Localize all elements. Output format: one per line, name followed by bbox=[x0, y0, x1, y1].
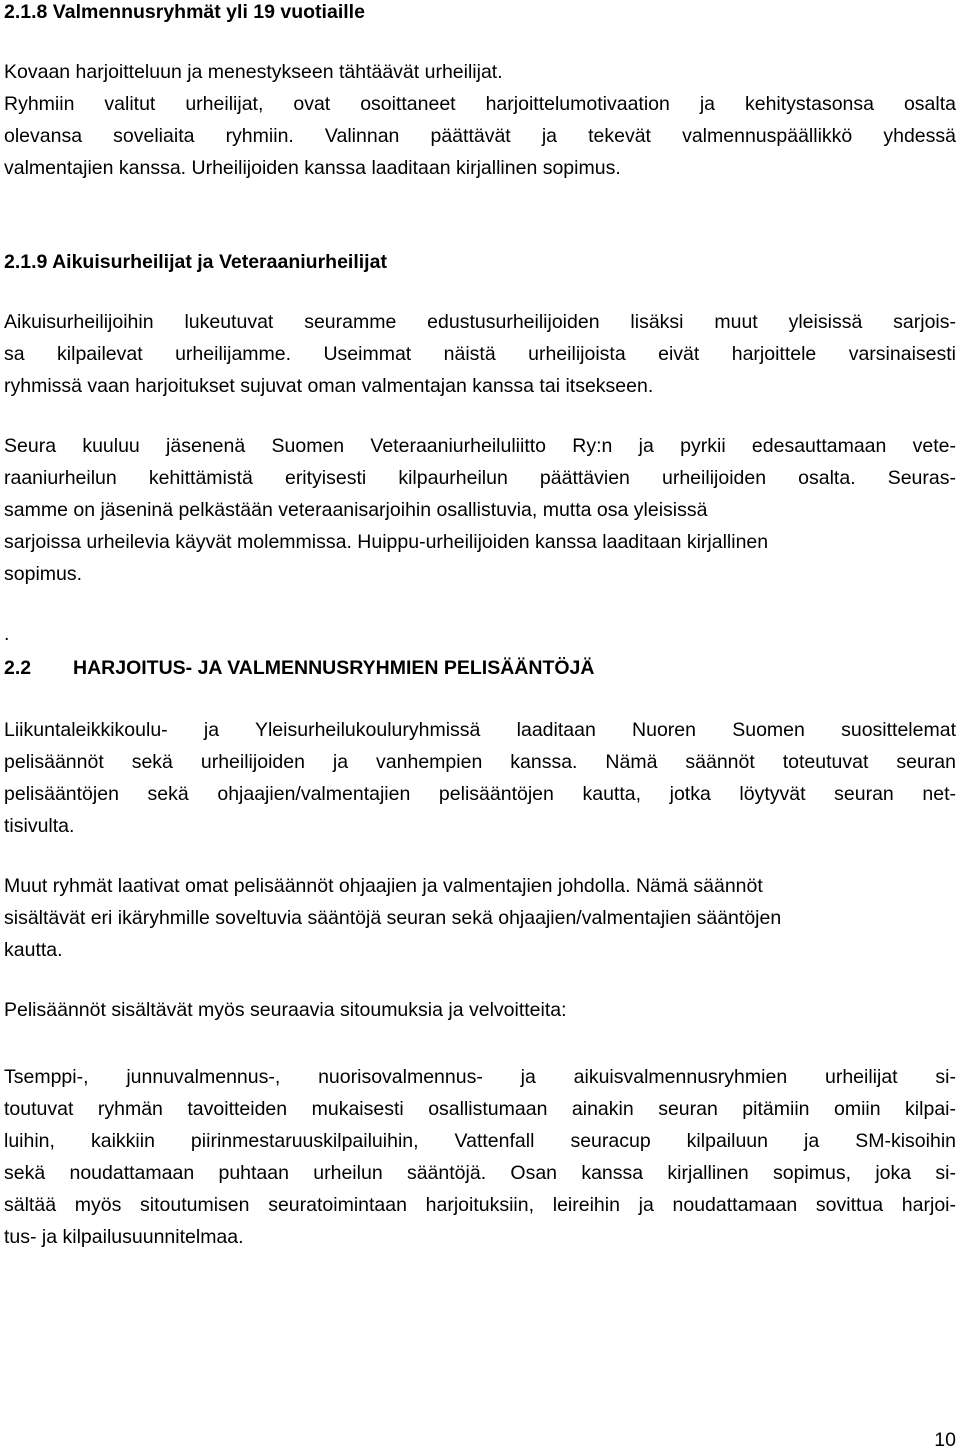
paragraph-line: toutuvat ryhmän tavoitteiden mukaisesti osallistumaan ainakin seuran pitämiin omiin kilpai- bbox=[4, 1098, 956, 1120]
paragraph-line: sopimus. bbox=[4, 563, 83, 585]
paragraph-line: tus- ja kilpailusuunnitelmaa. bbox=[4, 1226, 244, 1248]
paragraph-line: Tsemppi-, junnuvalmennus-, nuorisovalmennus- ja aikuisvalmennusryhmien urheilijat si- bbox=[4, 1066, 956, 1088]
stray-dot: . bbox=[4, 623, 10, 645]
paragraph-line: luihin, kaikkiin piirinmestaruuskilpailuihin, Vattenfall seuracup kilpailuun ja SM-kisoihin bbox=[4, 1130, 956, 1152]
heading-2-1-9: 2.1.9 Aikuisurheilijat ja Veteraaniurheilijat bbox=[4, 251, 387, 273]
paragraph-line: sisältävät eri ikäryhmille soveltuvia sääntöjä seuran sekä ohjaajien/valmentajien sääntöjen bbox=[4, 907, 782, 929]
page-number: 10 bbox=[934, 1429, 956, 1451]
heading-2-1-8: 2.1.8 Valmennusryhmät yli 19 vuotiaille bbox=[4, 1, 365, 23]
paragraph-line: Muut ryhmät laativat omat pelisäännöt ohjaajien ja valmentajien johdolla. Nämä säännöt bbox=[4, 875, 763, 897]
paragraph-line: Kovaan harjoitteluun ja menestykseen tähtäävät urheilijat. bbox=[4, 61, 503, 83]
heading-2-2-number: 2.2 bbox=[4, 657, 32, 679]
paragraph-line: Aikuisurheilijoihin lukeutuvat seuramme edustusurheilijoiden lisäksi muut yleisissä sarjois- bbox=[4, 311, 956, 333]
paragraph-line: pelisäännöt sekä urheilijoiden ja vanhempien kanssa. Nämä säännöt toteutuvat seuran bbox=[4, 751, 956, 773]
paragraph-line: raaniurheilun kehittämistä erityisesti kilpaurheilun päättävien urheilijoiden osalta. Seuras- bbox=[4, 467, 956, 489]
paragraph-line: kautta. bbox=[4, 939, 63, 961]
paragraph-line: Pelisäännöt sisältävät myös seuraavia sitoumuksia ja velvoitteita: bbox=[4, 999, 567, 1021]
paragraph-line: sarjoissa urheilevia käyvät molemmissa. Huippu-urheilijoiden kanssa laaditaan kirjallinen bbox=[4, 531, 769, 553]
paragraph-line: sa kilpailevat urheilijamme. Useimmat näistä urheilijoista eivät harjoittele varsinaisesti bbox=[4, 343, 956, 365]
paragraph-line: samme on jäseninä pelkästään veteraanisarjoihin osallistuvia, mutta osa yleisissä bbox=[4, 499, 708, 521]
paragraph-line: Liikuntaleikkikoulu- ja Yleisurheilukouluryhmissä laaditaan Nuoren Suomen suosittelemat bbox=[4, 719, 956, 741]
paragraph-line: Seura kuuluu jäsenenä Suomen Veteraaniurheiluliitto Ry:n ja pyrkii edesauttamaan vete- bbox=[4, 435, 956, 457]
paragraph-line: valmentajien kanssa. Urheilijoiden kanssa laaditaan kirjallinen sopimus. bbox=[4, 157, 621, 179]
paragraph-line: pelisääntöjen sekä ohjaajien/valmentajien pelisääntöjen kautta, jotka löytyvät seuran net- bbox=[4, 783, 956, 805]
paragraph-line: ryhmissä vaan harjoitukset sujuvat oman valmentajan kanssa tai itsekseen. bbox=[4, 375, 654, 397]
paragraph-line: sältää myös sitoutumisen seuratoimintaan harjoituksiin, leireihin ja noudattamaan sovittua harjoi- bbox=[4, 1194, 956, 1216]
paragraph-line: sekä noudattamaan puhtaan urheilun sääntöjä. Osan kanssa kirjallinen sopimus, joka si- bbox=[4, 1162, 956, 1184]
paragraph-line: olevansa soveliaita ryhmiin. Valinnan päättävät ja tekevät valmennuspäällikkö yhdessä bbox=[4, 125, 956, 147]
paragraph-line: Ryhmiin valitut urheilijat, ovat osoittaneet harjoittelumotivaation ja kehitystasonsa osalta bbox=[4, 93, 956, 115]
heading-2-2-title: HARJOITUS- JA VALMENNUSRYHMIEN PELISÄÄNTÖJÄ bbox=[73, 657, 595, 679]
paragraph-line: tisivulta. bbox=[4, 815, 75, 837]
